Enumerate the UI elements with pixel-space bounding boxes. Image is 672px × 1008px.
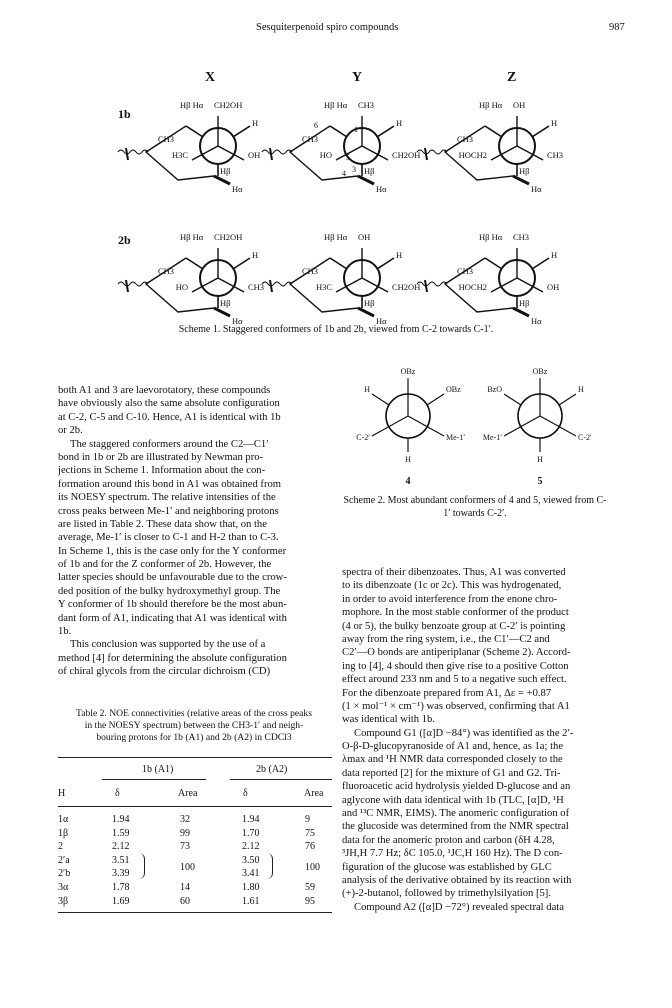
front-bond [408, 416, 444, 436]
atom-number: 4 [342, 169, 346, 178]
wedge-bond [358, 308, 374, 316]
atom-number: 6 [314, 121, 318, 130]
table-cell: 1.94 [242, 814, 260, 825]
table2-caption-line-1: Table 2. NOE connectivities (relative areas of the cross peaks [76, 708, 312, 719]
scheme1-caption: Scheme 1. Staggered conformers of 1b and 2b, viewed from C-2 towards C-1′. [178, 324, 494, 335]
atom-number: 3 [352, 165, 356, 174]
compound-label-1b: 1b [118, 107, 131, 121]
upper-left-label: H [364, 385, 370, 394]
text-line: to its dibenzoate (1c or 2c). This was hydrogenated, [342, 580, 562, 592]
text-line: aglycone with data identical with 1b (TLC, [α]D, ¹H [342, 794, 564, 806]
table-cell: 1.59 [112, 827, 130, 839]
atom-number: 1 [354, 125, 358, 134]
table-cell: 3α [58, 882, 69, 893]
table-cell: 2′a [58, 854, 70, 866]
text-line: of chiral glycols from the circular dichroism (CD) [58, 666, 271, 678]
table-cell: 1β [58, 827, 69, 839]
table-cell: 3.50 [242, 854, 260, 866]
top-h-labels: Hβ Hα [479, 100, 503, 110]
lower-h-label: Hβ [220, 166, 231, 176]
table-cell: 60 [180, 895, 190, 907]
text-line: This conclusion was supported by the use of a [70, 639, 266, 651]
table-cell: 76 [305, 841, 315, 853]
right-group-label: CH2OH [392, 282, 421, 292]
back-bond [559, 394, 576, 405]
text-line: ing to [4], 4 should then give rise to a positive Cotton [342, 660, 569, 672]
text-line: formation around this bond in A1 was obtained from [58, 478, 282, 490]
text-line: λmax and ¹H NMR data corresponded closely to the [342, 754, 563, 766]
top-label: OBz [400, 367, 416, 376]
bottom-label: H [537, 455, 543, 464]
bottom-h-label: Hα [232, 316, 243, 326]
text-line: and ¹³C NMR, EIMS). The anomeric configuration of [342, 808, 570, 820]
table2-header-rule [58, 806, 332, 807]
top-h-labels: Hβ Hα [324, 100, 348, 110]
wedge-bond [425, 280, 427, 292]
text-line: jections in Scheme 1. Information about the con- [58, 465, 266, 477]
text-line: figuration of the glucose was established by GLC [342, 861, 552, 873]
back-bond [233, 258, 250, 269]
table-cell: 1.70 [242, 827, 260, 839]
left-group-label: HO [175, 282, 188, 292]
table-cell: 73 [180, 841, 190, 853]
text-line: O-β-D-glucopyranoside of A1 and, hence, as 1a; the [342, 741, 564, 753]
running-title: Sesquiterpenoid spiro compounds [256, 22, 399, 33]
methyl-label: CH3 [457, 266, 474, 276]
text-line: effect around 233 nm and 5 to a negative such effect. [342, 674, 567, 686]
text-line: Compound A2 ([α]D −72°) revealed spectral data [354, 901, 564, 913]
table2-header-area-1: Area [178, 788, 198, 799]
right-column-text [342, 566, 610, 914]
right-label: Me-1′ [446, 433, 466, 442]
back-bond [186, 126, 203, 137]
text-line: Compound G1 ([α]D −84°) was identified as the 2′- [354, 727, 574, 739]
back-bond [186, 258, 203, 269]
table-cell: 1.78 [112, 882, 130, 893]
table-cell: 1.61 [242, 895, 260, 907]
bottom-h-label: Hα [232, 184, 243, 194]
wavy-bond [417, 282, 447, 286]
back-bond [233, 126, 250, 137]
table-cell: 2.12 [112, 841, 130, 853]
lower-h-label: Hβ [519, 298, 530, 308]
wavy-bond [118, 282, 148, 286]
methyl-label: CH3 [457, 134, 474, 144]
back-bond [532, 258, 549, 269]
table-cell: 14 [180, 882, 190, 893]
table-cell: 100 [305, 861, 320, 873]
front-bond [372, 416, 408, 436]
wedge-bond [358, 176, 374, 184]
compound-label-4: 4 [405, 476, 411, 487]
top-h-labels: Hβ Hα [324, 232, 348, 242]
lower-h-label: Hβ [364, 166, 375, 176]
wavy-bond [262, 150, 292, 154]
table-cell: 2.12 [242, 841, 260, 853]
left-column-text [58, 384, 330, 679]
table2-header-h: H [58, 788, 66, 799]
table-cell: 3.51 [112, 854, 130, 866]
text-line: have obviously also the same absolute configuration [58, 398, 280, 410]
table2-top-rule [58, 757, 332, 758]
table-cell: 59 [305, 882, 315, 893]
methyl-label: CH3 [158, 266, 175, 276]
text-line: data reported [2] for the mixture of G1 and G2. Tri- [342, 767, 561, 779]
text-line: In Scheme 1, this is the case only for the Y conformer [58, 545, 287, 557]
wedge-bond [126, 148, 128, 160]
scheme1-col-x: X [205, 70, 216, 85]
right-group-label: CH3 [547, 150, 564, 160]
table-cell: 1α [58, 814, 69, 825]
wedge-bond [214, 308, 230, 316]
back-bond [485, 126, 502, 137]
text-line: both A1 and 3 are laevorotatory, these compounds [58, 385, 271, 396]
top-group-label: OH [358, 232, 371, 242]
table-cell: 100 [180, 861, 195, 873]
wavy-bond [262, 282, 292, 286]
bottom-h-label: Hα [531, 316, 542, 326]
scheme1-col-y: Y [352, 70, 363, 85]
text-line: (4 or 5), the bulky benzoate group at C-2′ is pointing [342, 620, 566, 632]
table-cell: 3.39 [112, 868, 130, 880]
text-line: data for the anomeric proton and carbon (δH 4.28, [342, 834, 555, 846]
right-label: C-2′ [578, 433, 592, 442]
table2-body [58, 814, 332, 914]
back-bond [372, 394, 389, 405]
wedge-bond [513, 176, 529, 184]
methyl-label: CH3 [302, 266, 319, 276]
text-line: its NOESY spectrum. The relative intensities of the [58, 492, 276, 504]
left-label: C-2′ [356, 433, 370, 442]
table-cell: 32 [180, 814, 190, 825]
text-line: C2′—O bonds are antiperiplanar (Scheme 2). Accord- [342, 647, 571, 659]
table2-caption [58, 708, 330, 744]
table-cell: 3.41 [242, 868, 260, 880]
text-line: method [4] for determining the absolute configuration [58, 652, 287, 664]
wedge-bond [425, 148, 427, 160]
right-group-label: CH3 [248, 282, 265, 292]
back-bond [485, 258, 502, 269]
wavy-bond [417, 150, 447, 154]
right-h-label: H [396, 250, 403, 260]
table-cell: 75 [305, 827, 315, 839]
text-line: or 2b. [58, 425, 83, 437]
left-group-label: HOCH2 [458, 150, 487, 160]
table2-caption-line-2: in the NOESY spectrum) between the CH3-1′ and neigh- [84, 720, 304, 731]
methyl-label: CH3 [302, 134, 319, 144]
text-line: fluoroacetic acid hydrolysis yielded D-glucose and an [342, 781, 571, 793]
table2-brace-2 [264, 853, 273, 879]
top-group-label: CH3 [513, 232, 530, 242]
table-cell: 1.94 [112, 814, 130, 825]
lower-h-label: Hβ [364, 298, 375, 308]
text-line: mophore. In the most stable conformer of the product [342, 607, 569, 619]
top-group-label: CH2OH [214, 232, 243, 242]
text-line: away from the ring system, i.e., the C1′—C2 and [342, 633, 550, 645]
lower-h-label: Hβ [519, 166, 530, 176]
right-group-label: OH [248, 150, 261, 160]
atom-number: 5 [346, 153, 350, 162]
text-line: dant form of A1, indicating that A1 was identical with [58, 612, 287, 624]
scheme2-diagram [340, 360, 612, 488]
table-cell: 95 [305, 895, 315, 907]
upper-left-label: BzO [487, 385, 502, 394]
wedge-bond [214, 176, 230, 184]
table-cell: 1.69 [112, 895, 130, 907]
table2-caption-line-3: bouring protons for 1b (A1) and 2b (A2) in CDCl3 [96, 732, 292, 743]
text-line: cross peaks between Me-1′ and neighboring protons [58, 505, 279, 517]
text-line: spectra of their dibenzoates. Thus, A1 was converted [342, 567, 566, 578]
right-h-label: H [551, 250, 558, 260]
text-line: Y conformer of 1b should therefore be the most abun- [58, 599, 287, 611]
text-line: latter species should be unfavourable due to the crow- [58, 572, 287, 584]
text-line: was identical with 1b. [342, 714, 435, 726]
table2-group-1b: 1b (A1) [142, 764, 174, 775]
top-label: OBz [532, 367, 548, 376]
left-group-label: HO [319, 150, 332, 160]
back-bond [427, 394, 444, 405]
text-line: bond in 1b or 2b are illustrated by Newman pro- [58, 451, 264, 463]
table-cell: 3β [58, 895, 69, 907]
upper-right-label: OBz [446, 385, 461, 394]
table2-group-rule-2 [230, 779, 332, 780]
table-cell: 99 [180, 827, 190, 839]
top-h-labels: Hβ Hα [180, 232, 204, 242]
text-line: analysis of the derivative obtained by its reaction with [342, 874, 572, 886]
text-line: in order to avoid interference from the enone chro- [342, 593, 558, 605]
text-line: at C-2, C-5 and C-10. Hence, A1 is identical with 1b [58, 411, 281, 423]
bottom-h-label: Hα [376, 316, 387, 326]
page-number: 987 [609, 22, 625, 33]
right-h-label: H [551, 118, 558, 128]
left-group-label: H3C [315, 282, 332, 292]
wedge-bond [126, 280, 128, 292]
front-bond [540, 416, 576, 436]
table2-group-rule-1 [102, 779, 206, 780]
left-group-label: H3C [171, 150, 188, 160]
table-cell: 2′b [58, 868, 71, 880]
methyl-label: CH3 [158, 134, 175, 144]
text-line: the glucoside was determined from the NMR spectral [342, 821, 569, 833]
left-label: Me-1′ [482, 433, 502, 442]
text-line: (+)-2-butanol, followed by trimethylsilyation [5]. [342, 888, 551, 900]
table-cell: 9 [305, 814, 310, 825]
back-bond [330, 126, 347, 137]
left-group-label: HOCH2 [458, 282, 487, 292]
back-bond [377, 258, 394, 269]
table2-group-2b: 2b (A2) [256, 764, 288, 775]
compound-label-5: 5 [537, 476, 543, 487]
table2-brace-1 [136, 853, 145, 879]
wedge-bond [270, 280, 272, 292]
bottom-h-label: Hα [531, 184, 542, 194]
text-line: average, Me-1′ is closer to C-1 and H-2 than to C-3. [58, 532, 279, 544]
back-bond [330, 258, 347, 269]
back-bond [532, 126, 549, 137]
front-bond [504, 416, 540, 436]
scheme1-diagram [0, 92, 672, 328]
top-h-labels: Hβ Hα [479, 232, 503, 242]
scheme1-col-z: Z [507, 70, 517, 85]
bottom-label: H [405, 455, 411, 464]
table2-header-area-2: Area [304, 788, 324, 799]
back-bond [377, 126, 394, 137]
right-group-label: OH [547, 282, 560, 292]
top-group-label: CH2OH [214, 100, 243, 110]
wavy-bond [118, 150, 148, 154]
bottom-h-label: Hα [376, 184, 387, 194]
lower-h-label: Hβ [220, 298, 231, 308]
scheme2-caption: Scheme 2. Most abundant conformers of 4 and 5, viewed from C-1′ towards C-2′. [343, 495, 607, 519]
top-group-label: OH [513, 100, 526, 110]
top-h-labels: Hβ Hα [180, 100, 204, 110]
right-h-label: H [252, 250, 259, 260]
text-line: (1 × mol⁻¹ × cm⁻¹) was observed, confirming that A1 [342, 700, 570, 712]
table2-header-delta-2: δ [243, 788, 248, 799]
table-cell: 2 [58, 841, 63, 853]
top-group-label: CH3 [358, 100, 375, 110]
right-h-label: H [252, 118, 259, 128]
wedge-bond [270, 148, 272, 160]
text-line: 1b. [58, 626, 72, 638]
text-line: The staggered conformers around the C2—C1′ [70, 438, 269, 450]
text-line: of 1b and for the Z conformer of 2b. However, the [58, 559, 272, 571]
table2-bottom-rule [58, 912, 332, 913]
right-h-label: H [396, 118, 403, 128]
text-line: are listed in Table 2. These data show that, on the [58, 518, 267, 530]
table-cell: 1.80 [242, 882, 260, 893]
back-bond [504, 394, 521, 405]
text-line: ³JH,H 7.7 Hz; δC 105.0, ¹JC,H 160 Hz). The D con- [342, 848, 563, 860]
wedge-bond [513, 308, 529, 316]
right-group-label: CH2OH [392, 150, 421, 160]
upper-right-label: H [578, 385, 584, 394]
table2-header-delta-1: δ [115, 788, 120, 799]
compound-label-2b: 2b [118, 233, 131, 247]
text-line: For the dibenzoate prepared from A1, Δε = +0.87 [342, 687, 552, 699]
text-line: ded position of the bulky hydroxymethyl group. The [58, 585, 281, 597]
